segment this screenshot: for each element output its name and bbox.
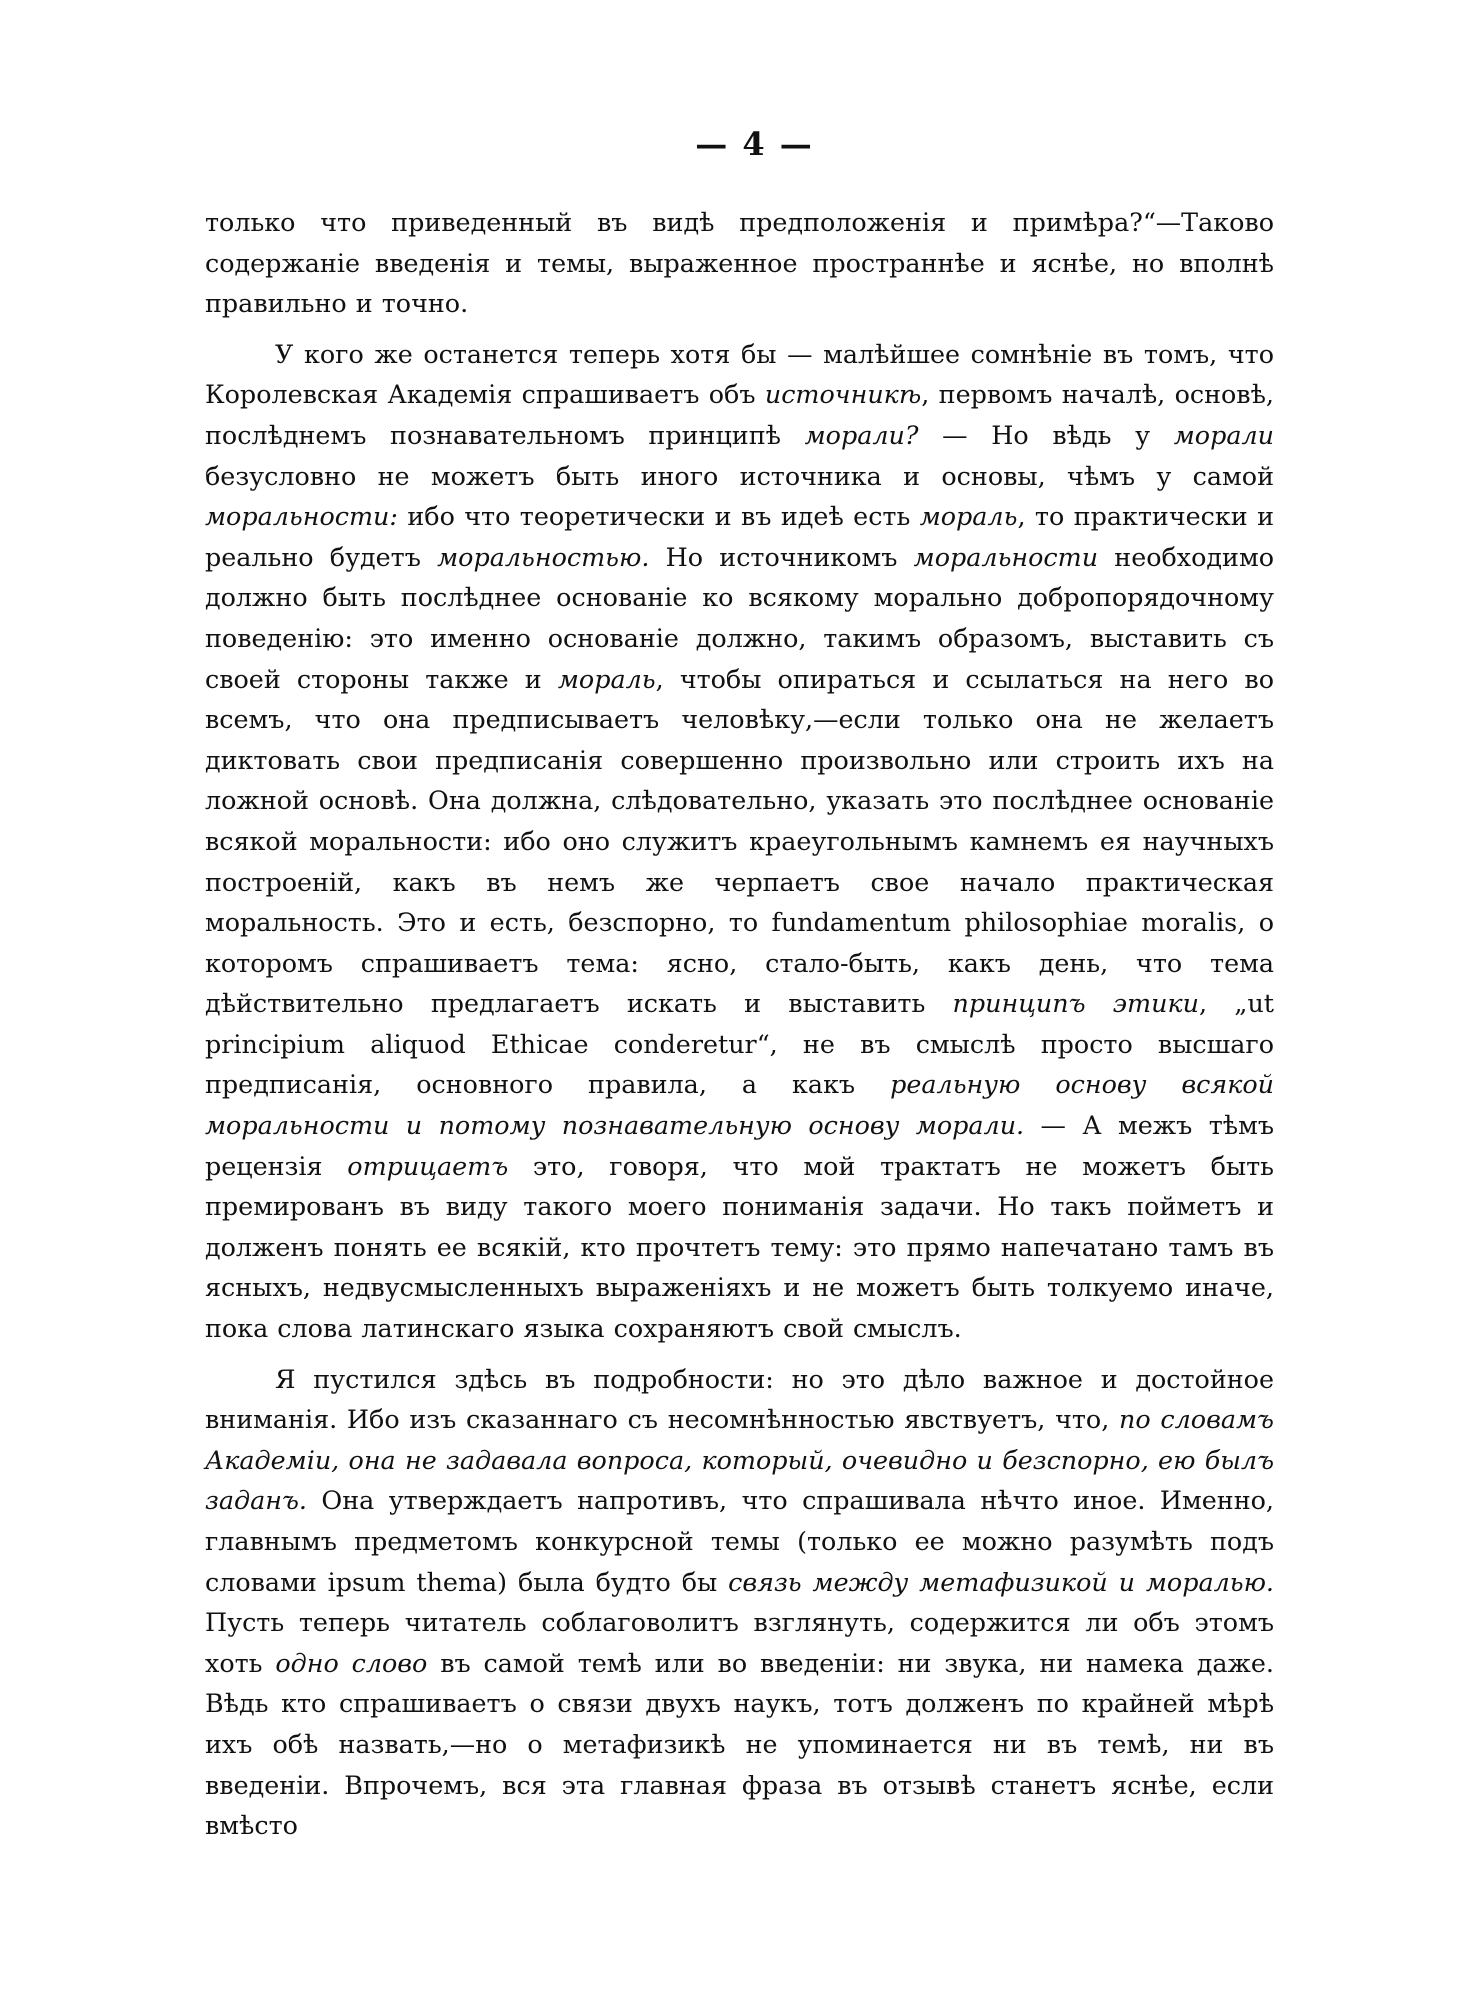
italic-emphasis: моральностью.: [437, 541, 650, 572]
text-run: Но источникомъ: [649, 541, 914, 572]
italic-emphasis: реальную основу всякой моральности и потому познавательную основу морали.: [205, 1069, 1274, 1141]
text-run: , первомъ началѣ, основѣ, послѣднемъ познавательномъ принципѣ: [205, 379, 1274, 450]
italic-emphasis: принципъ этики: [952, 988, 1199, 1019]
text-run: , чтобы опираться и ссылаться на него во всемъ, что она предписываетъ человѣку,—если только она не желаетъ диктовать свои предписанія совершенно произвольно или строить ихъ на ложной основѣ. Она должна, слѣдовательно, указать это послѣднее основаніе всякой моральности: ибо оно служитъ краеугольнымъ камнемъ ея научныхъ построеній, какъ въ немъ же черпаетъ свое начало практическая моральность. Это и есть, безспорно, то fundamentum philosophiae moralis, о которомъ спрашиваетъ тема: ясно, стало-быть, какъ день, что тема дѣйствительно предлагаетъ искать и выставить: [205, 663, 1274, 1019]
paragraph: [205, 334, 1274, 1349]
paragraph: [205, 202, 1274, 324]
italic-emphasis: по словамъ Академіи, она не задавала вопроса, который, очевидно и безспорно, ею былъ заданъ.: [205, 1404, 1274, 1516]
text-run: , „ut principium aliquod Ethicae conderetur“, не въ смыслѣ просто высшаго предписанія, основного правила, а какъ: [205, 988, 1275, 1100]
text-run: только что приведенный въ видѣ предположенія и примѣра?“—Таково содержаніе введенія и темы, выраженное пространнѣе и яснѣе, но вполнѣ правильно и точно.: [205, 207, 1274, 319]
italic-emphasis: моральности:: [205, 501, 398, 532]
italic-emphasis: морали: [1173, 419, 1274, 450]
page-number: — 4 —: [695, 125, 814, 163]
italic-emphasis: морали?: [804, 419, 919, 450]
text-run: — А межъ тѣмъ рецензія: [205, 1110, 1274, 1181]
text-run: ибо что теоретически и въ идеѣ есть: [397, 501, 920, 532]
text-run: безусловно не можетъ быть иного источника и основы, чѣмъ у самой: [205, 460, 1274, 491]
text-run: У кого же останется теперь хотя бы — малѣйшее сомнѣніе въ томъ, что Королевская Академія спрашиваетъ объ: [205, 338, 1274, 410]
text-run: — Но вѣдь у: [918, 419, 1174, 450]
text-run: Пусть теперь читатель соблаговолитъ взглянуть, содержится ли объ этомъ хоть: [205, 1607, 1274, 1678]
italic-emphasis: одно слово: [275, 1647, 428, 1678]
paragraph: [205, 1359, 1274, 1846]
text-run: въ самой темѣ или во введеніи: ни звука, ни намека даже. Вѣдь кто спрашиваетъ о связи двухъ наукъ, тотъ долженъ по крайней мѣрѣ ихъ обѣ назвать,—но о метафизикѣ не упоминается ни въ темѣ, ни въ введеніи. Впрочемъ, вся эта главная фраза въ отзывѣ станетъ яснѣе, если вмѣсто: [205, 1647, 1274, 1841]
text-run: необходимо должно быть послѣднее основаніе ко всякому морально добропорядочному поведенію: это именно основаніе должно, такимъ образомъ, выставить съ своей стороны также и: [205, 541, 1275, 694]
italic-emphasis: мораль: [919, 501, 1018, 532]
italic-emphasis: моральности: [913, 541, 1099, 572]
text-run: это, говоря, что мой трактатъ не можетъ быть премированъ въ виду такого моего пониманія задачи. Но такъ пойметъ и долженъ понять ее всякій, кто прочтетъ тему: это прямо напечатано тамъ въ ясныхъ, недвусмысленныхъ выраженіяхъ и не можетъ быть толкуемо иначе, пока слова латинскаго языка сохраняютъ свой смыслъ.: [205, 1150, 1274, 1344]
body-text: [205, 202, 1274, 1846]
text-run: Она утверждаетъ напротивъ, что спрашивала нѣчто иное. Именно, главнымъ предметомъ конкурсной темы (только ее можно разумѣть подъ словами ipsum thema) была будто бы: [205, 1485, 1274, 1597]
italic-emphasis: источникѣ: [764, 379, 922, 410]
text-run: Я пустился здѣсь въ подробности: но это дѣло важное и достойное вниманія. Ибо изъ сказаннаго съ несомнѣнностью явствуетъ, что,: [205, 1363, 1274, 1435]
italic-emphasis: отрицаетъ: [347, 1150, 509, 1181]
italic-emphasis: связь между метафизикой и моралью.: [728, 1566, 1275, 1597]
italic-emphasis: мораль: [557, 663, 656, 694]
text-run: , то практически и реально будетъ: [205, 501, 1274, 572]
